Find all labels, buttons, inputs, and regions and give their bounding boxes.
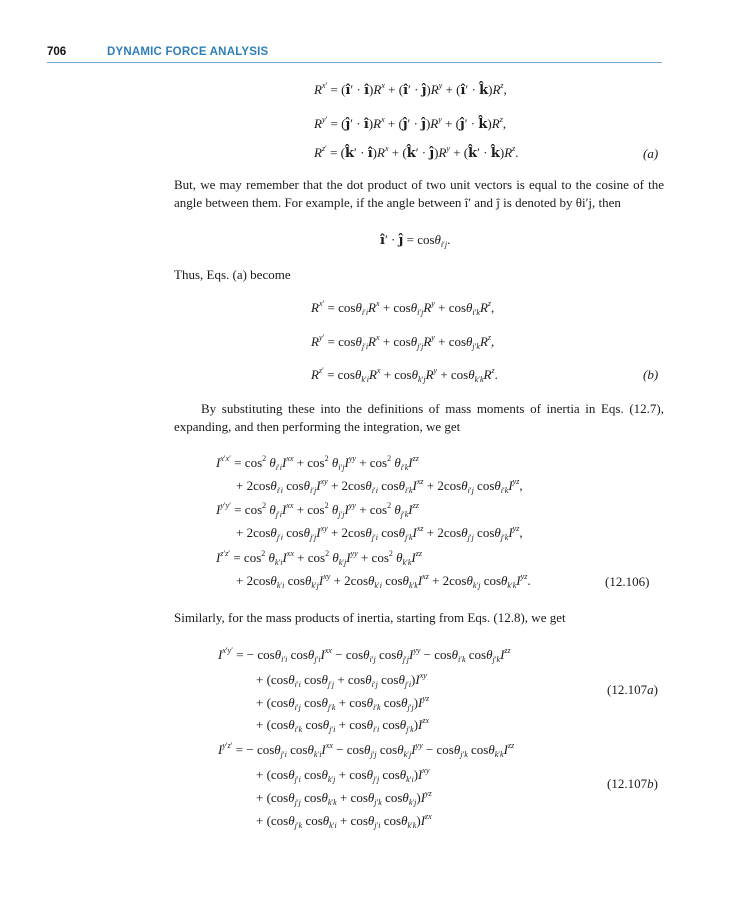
chapter-title: DYNAMIC FORCE ANALYSIS bbox=[107, 46, 269, 58]
paragraph-4: Similarly, for the mass products of inertia, starting from Eqs. (12.8), we get bbox=[174, 610, 566, 625]
equation-106-line4: + 2cosθ$_{j'i}$ $\cos\theta_{j'j}I^{xy} + 2\cos\theta_{j'i}$ $\cos\theta_{j'k}I^{xz} + 2\cos\theta_{j'j}$ $\cos\theta_{j'k}I^{yz}$, bbox=[236, 524, 523, 542]
equation-label-12-107b: (12.107b) bbox=[607, 776, 658, 791]
equation-label-b: (b) bbox=[643, 367, 659, 382]
equation-106-line2: + 2cosθ$_{i'i}$ $\cos\theta_{i'j}I^{xy} + 2\cos\theta_{i'i}$ $\cos\theta_{i'k}I^{xz} + 2\cos\theta_{i'j}$ $\cos\theta_{i'k}I^{yz}$, bbox=[236, 477, 523, 495]
equation-107b-line1: $I^{y'z'}$ = − cosθ$_{j'i}$ $\cos\theta_{k'i}I^{xx} - \cos\theta_{j'j}$ $\cos\theta_{k'j}I^{yy} - \cos\theta_{j'k}$ $\cos\theta_{k'k}I^{zz}$ bbox=[218, 741, 515, 759]
equation-107a-line2: + (cosθ$_{i'i}$ cosθ$_{j'j}$ + cosθ$_{i'j}$ $\cos\theta_{j'i})I^{xy}$ bbox=[256, 671, 427, 689]
equation-106-line5: $I^{z'z'} = \cos^2 \theta_{k'i}I^{xx} + \cos^2 \theta_{k'j}I^{yy} + \cos^2 \theta_{k'k}I^{zz}$ bbox=[216, 549, 422, 567]
equation-label-12-107a: (12.107a) bbox=[607, 682, 658, 697]
equation-b-line3: $R^{z'} = \cos\theta_{k'i}R^x + \cos\theta_{k'j}R^y + \cos\theta_{k'k}R^z$. bbox=[311, 366, 498, 384]
equation-107a-line4: + (cosθ$_{i'k}$ cosθ$_{j'i}$ + cosθ$_{i'i}$ $\cos\theta_{j'k})I^{zx}$ bbox=[256, 716, 430, 734]
page-number: 706 bbox=[47, 46, 67, 58]
equation-b-line1: $R^{x'} = \cos\theta_{i'i}R^x + \cos\theta_{i'j}R^y + \cos\theta_{i'k}R^z$, bbox=[311, 299, 495, 317]
equation-107a-line3: + (cosθ$_{i'j}$ cosθ$_{j'k}$ + cosθ$_{i'k}$ $\cos\theta_{j'j})I^{yz}$ bbox=[256, 694, 430, 712]
equation-107b-line3: + (cosθ$_{j'j}$ cosθ$_{k'k}$ + cosθ$_{j'k}$ $\cos\theta_{k'j})I^{yz}$ bbox=[256, 789, 432, 807]
equation-b-line2: $R^{y'} = \cos\theta_{j'i}R^x + \cos\theta_{j'j}R^y + \cos\theta_{j'k}R^z$, bbox=[311, 333, 495, 351]
equation-106-line6: + 2cosθ$_{k'i}$ $\cos\theta_{k'j}I^{xy} + 2\cos\theta_{k'i}$ $\cos\theta_{k'k}I^{xz} + 2\cos\theta_{k'j}$ $\cos\theta_{k'k}I^{yz}$. bbox=[236, 572, 531, 590]
paragraph-1: But, we may remember that the dot product of two unit vectors is equal to the cosine of the angle between them. For example, if the angle between î′ and ĵ is denoted by θi′j, then bbox=[174, 177, 664, 210]
equation-107a-line1: $I^{x'y'}$ = − cosθ$_{i'i}$ $\cos\theta_{j'i}I^{xx} - \cos\theta_{i'j}$ $\cos\theta_{j'j}I^{yy} - \cos\theta_{i'k}$ $\cos\theta_{j'k}I^{zz}$ bbox=[218, 646, 511, 664]
equation-a-line2: $R^{y'}$ = (ĵ′ · $î)R^x$ + (ĵ′ · $ĵ)R^y$ + (ĵ′ · $k̂)R^z$, bbox=[314, 115, 507, 132]
equation-a-line1: $R^{x'}$ = (î′ · $î)R^x$ + (î′ · $ĵ)R^y$ + (î′ · $k̂)R^z$, bbox=[314, 81, 507, 98]
equation-a-line3: $R^{z'}$ = (k̂′ · $î)R^x$ + (k̂′ · $ĵ)R^y$ + (k̂′ · $k̂)R^z$. bbox=[314, 144, 519, 161]
equation-label-a: (a) bbox=[643, 146, 659, 161]
equation-dot-cos: î′ · ĵ = cosθ$_{i'j}$. bbox=[380, 232, 451, 249]
equation-label-12-106: (12.106) bbox=[605, 574, 650, 589]
paragraph-2: Thus, Eqs. (a) become bbox=[174, 267, 291, 282]
equation-106-line3: $I^{y'y'} = \cos^2 \theta_{j'i}I^{xx} + \cos^2 \theta_{j'j}I^{yy} + \cos^2 \theta_{j'k}I^{zz}$ bbox=[216, 501, 419, 519]
header-rule bbox=[47, 62, 662, 63]
equation-107b-line2: + (cosθ$_{j'i}$ cosθ$_{k'j}$ + cosθ$_{j'j}$ $\cos\theta_{k'i})I^{xy}$ bbox=[256, 766, 430, 784]
paragraph-3: By substituting these into the definitions of mass moments of inertia in Eqs. (12.7), expanding, and then performing the integration, we get bbox=[174, 401, 664, 434]
equation-106-line1: $I^{x'x'} = \cos^2 \theta_{i'i}I^{xx} + \cos^2 \theta_{i'j}I^{yy} + \cos^2 \theta_{i'k}I^{zz}$ bbox=[216, 454, 419, 472]
equation-107b-line4: + (cosθ$_{j'k}$ cosθ$_{k'i}$ + cosθ$_{j'i}$ $\cos\theta_{k'k})I^{zx}$ bbox=[256, 812, 432, 830]
